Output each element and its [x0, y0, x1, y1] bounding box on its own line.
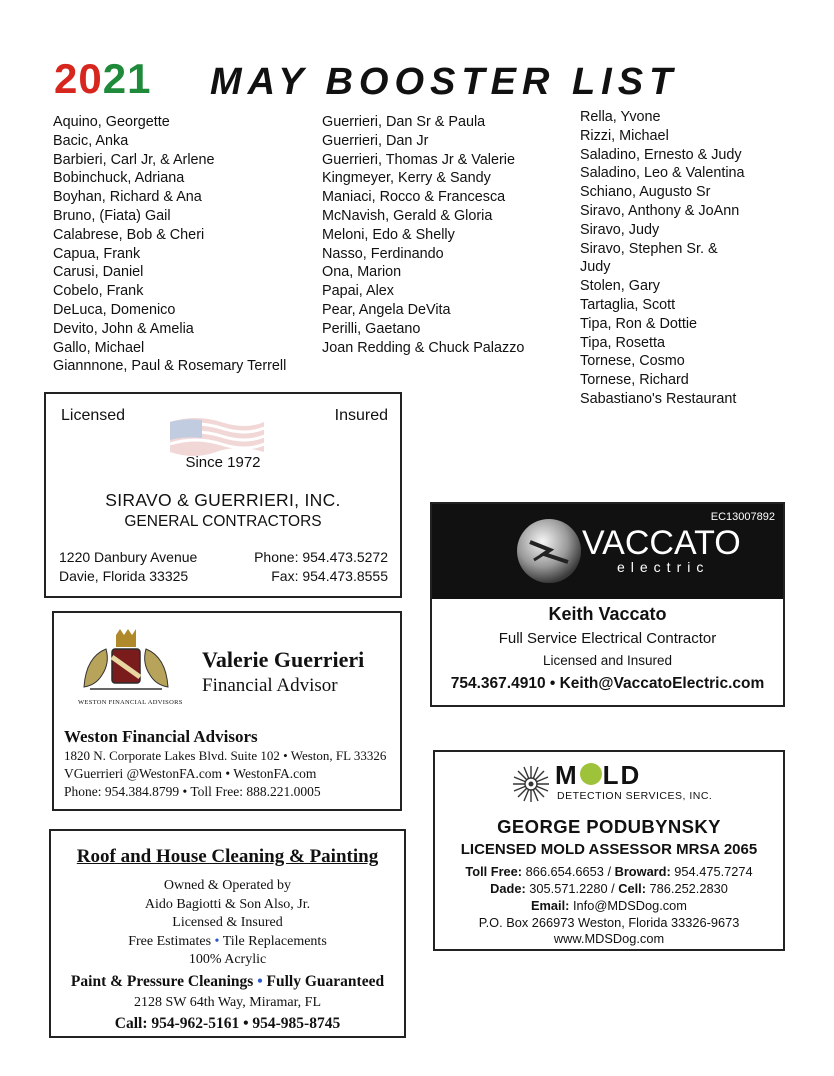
dade-number: 305.571.2280 /: [525, 881, 619, 896]
booster-column-1: [53, 113, 286, 376]
year-heading: [54, 55, 152, 102]
company-subtitle: GENERAL CONTRACTORS: [124, 513, 322, 530]
booster-name: Barbieri, Carl Jr, & Arlene: [53, 151, 215, 168]
booster-name: Cobelo, Frank: [53, 283, 144, 300]
year-digit: 1: [127, 55, 152, 102]
booster-column-3: [580, 108, 745, 409]
booster-name: Stolen, Gary: [580, 278, 660, 295]
booster-name: Siravo, Anthony & JoAnn: [580, 202, 740, 219]
licensed-line: Licensed and Insured: [542, 653, 673, 668]
year-digit: 2: [102, 55, 128, 102]
booster-name: Bacic, Anka: [53, 132, 129, 149]
roof-services-line: [51, 973, 404, 991]
bullet-dot: •: [257, 973, 263, 990]
mold-email-line: [435, 898, 783, 913]
licensed-label: Licensed: [61, 407, 126, 424]
booster-name: Capua, Frank: [53, 245, 141, 262]
assessor-license: LICENSED MOLD ASSESSOR MRSA 2065: [460, 841, 758, 858]
ad-mold-detection: [433, 750, 785, 951]
booster-name: Giannnone, Paul & Rosemary Terrell: [53, 358, 287, 375]
mold-website: www.MDSDog.com: [553, 931, 665, 946]
mold-spore-icon: [511, 764, 551, 804]
dade-label: Dade:: [490, 881, 526, 896]
contact-line: 754.367.4910 • Keith@VaccatoElectric.com: [450, 675, 765, 692]
booster-name: Nasso, Ferdinando: [322, 245, 444, 262]
service-line: Full Service Electrical Contractor: [498, 630, 717, 647]
roof-phone-line: Call: 954-962-5161 • 954-985-8745: [114, 1015, 341, 1032]
vaccato-brand-sub: electric: [617, 559, 710, 575]
booster-name: Tipa, Ron & Dottie: [580, 315, 698, 332]
license-number: EC13007892: [710, 511, 775, 523]
booster-name: Pear, Angela DeVita: [322, 301, 451, 318]
roof-licensed-line: Licensed & Insured: [172, 915, 283, 930]
booster-name: Aquino, Georgette: [53, 114, 170, 130]
booster-name: Papai, Alex: [322, 283, 395, 300]
booster-name: Sabastiano's Restaurant: [580, 390, 737, 407]
booster-name: Siravo, Judy: [580, 221, 660, 238]
booster-name: Siravo, Stephen Sr. &: [580, 240, 718, 257]
booster-name: Perilli, Gaetano: [322, 320, 421, 337]
free-estimates-text: Free Estimates: [128, 934, 212, 949]
firm-name: Weston Financial Advisors: [64, 727, 258, 746]
paint-pressure-text: Paint & Pressure Cleanings: [70, 973, 254, 990]
booster-name: Tipa, Rosetta: [580, 334, 666, 351]
year-digit: 2: [54, 55, 79, 102]
owner-name: Keith Vaccato: [548, 604, 667, 624]
roof-acrylic-line: 100% Acrylic: [188, 952, 267, 967]
roof-owned-line: Owned & Operated by: [163, 878, 292, 893]
advisor-name: Valerie Guerrieri: [202, 647, 365, 672]
vaccato-banner: [432, 504, 783, 599]
roof-address: 2128 SW 64th Way, Miramar, FL: [133, 995, 322, 1010]
mold-po-box: P.O. Box 266973 Weston, Florida 33326-9673: [478, 915, 740, 930]
mold-logo-m: M: [555, 760, 579, 790]
mold-logo-rest: LD: [602, 760, 642, 790]
booster-name: Tornese, Cosmo: [580, 353, 685, 370]
booster-name: Tartaglia, Scott: [580, 296, 676, 313]
booster-name: Guerrieri, Dan Jr: [322, 132, 429, 149]
cell-label: Cell:: [618, 881, 646, 896]
tile-replacements-text: Tile Replacements: [222, 934, 327, 949]
year-digit: 0: [78, 55, 103, 102]
logo-caption: WESTON FINANCIAL ADVISORS: [78, 699, 183, 706]
toll-free-number: 866.654.6653 /: [522, 864, 615, 879]
booster-column-2: [322, 113, 524, 357]
crest-logo-icon: [76, 627, 176, 697]
firm-address: 1820 N. Corporate Lakes Blvd. Suite 102 • Weston, FL 33326: [64, 748, 387, 763]
booster-name: Gallo, Michael: [53, 339, 145, 356]
booster-name: Guerrieri, Dan Sr & Paula: [322, 114, 486, 130]
booster-name: Rizzi, Michael: [580, 127, 669, 144]
insured-label: Insured: [334, 407, 388, 424]
assessor-name: GEORGE PODUBYNSKY: [497, 816, 721, 837]
booster-name: Carusi, Daniel: [53, 264, 144, 281]
mold-logo: [555, 762, 641, 788]
ad-siravo-guerrieri: [44, 392, 402, 598]
fax-number: Fax: 954.473.8555: [271, 568, 388, 584]
page-title: MAY BOOSTER LIST: [210, 61, 679, 103]
booster-name: Tornese, Richard: [580, 372, 689, 389]
booster-name: Saladino, Ernesto & Judy: [580, 146, 742, 163]
broward-number: 954.475.7274: [670, 864, 753, 879]
ad-valerie-guerrieri: [52, 611, 402, 811]
booster-name: Schiano, Augusto Sr: [580, 184, 711, 201]
mold-logo-sub: DETECTION SERVICES, INC.: [557, 790, 713, 802]
booster-name: DeLuca, Domenico: [53, 301, 176, 318]
booster-name: Guerrieri, Thomas Jr & Valerie: [322, 151, 516, 168]
lightning-logo-icon: [514, 516, 584, 586]
bullet-dot: •: [214, 934, 220, 949]
email-address: Info@MDSDog.com: [569, 898, 687, 913]
booster-name: Maniaci, Rocco & Francesca: [322, 189, 506, 206]
booster-name: Saladino, Leo & Valentina: [580, 165, 745, 182]
firm-email-web: VGuerrieri @WestonFA.com • WestonFA.com: [64, 766, 317, 781]
roof-ad-title: Roof and House Cleaning & Painting: [76, 846, 379, 867]
booster-name: Joan Redding & Chuck Palazzo: [322, 339, 525, 356]
booster-name: Bruno, (Fiata) Gail: [53, 207, 171, 224]
booster-name: Calabrese, Bob & Cheri: [53, 226, 205, 243]
since-label: Since 1972: [185, 454, 261, 471]
booster-name: Judy: [580, 259, 611, 276]
roof-owner-names: Aido Bagiotti & Son Also, Jr.: [144, 897, 311, 912]
american-flag-icon: [166, 414, 266, 458]
mold-phone-line-1: [435, 864, 783, 879]
mold-phone-line-2: [435, 881, 783, 896]
booster-name: Rella, Yvone: [580, 109, 661, 125]
address-line-1: 1220 Danbury Avenue: [59, 549, 198, 565]
booster-name: Kingmeyer, Kerry & Sandy: [322, 170, 491, 187]
roof-estimates-line: [51, 934, 404, 950]
booster-name: Meloni, Edo & Shelly: [322, 226, 455, 243]
booster-name: Ona, Marion: [322, 264, 402, 281]
company-name: SIRAVO & GUERRIERI, INC.: [105, 490, 341, 510]
firm-phone: Phone: 954.384.8799 • Toll Free: 888.221.0005: [64, 784, 321, 799]
toll-free-label: Toll Free:: [465, 864, 523, 879]
phone-number: Phone: 954.473.5272: [254, 549, 388, 565]
booster-name: Bobinchuck, Adriana: [53, 170, 185, 187]
mold-logo-o-icon: [580, 763, 602, 785]
ad-roof-house-cleaning: [49, 829, 406, 1038]
cell-number: 786.252.2830: [645, 881, 728, 896]
booster-name: Devito, John & Amelia: [53, 320, 194, 337]
broward-label: Broward:: [614, 864, 671, 879]
vaccato-brand: VACCATO: [582, 524, 741, 562]
address-line-2: Davie, Florida 33325: [59, 568, 189, 584]
email-label: Email:: [531, 898, 570, 913]
advisor-role: Financial Advisor: [202, 675, 338, 696]
booster-name: McNavish, Gerald & Gloria: [322, 207, 493, 224]
booster-name: Boyhan, Richard & Ana: [53, 189, 202, 206]
ad-vaccato-electric: [430, 502, 785, 707]
fully-guaranteed-text: Fully Guaranteed: [266, 973, 385, 990]
